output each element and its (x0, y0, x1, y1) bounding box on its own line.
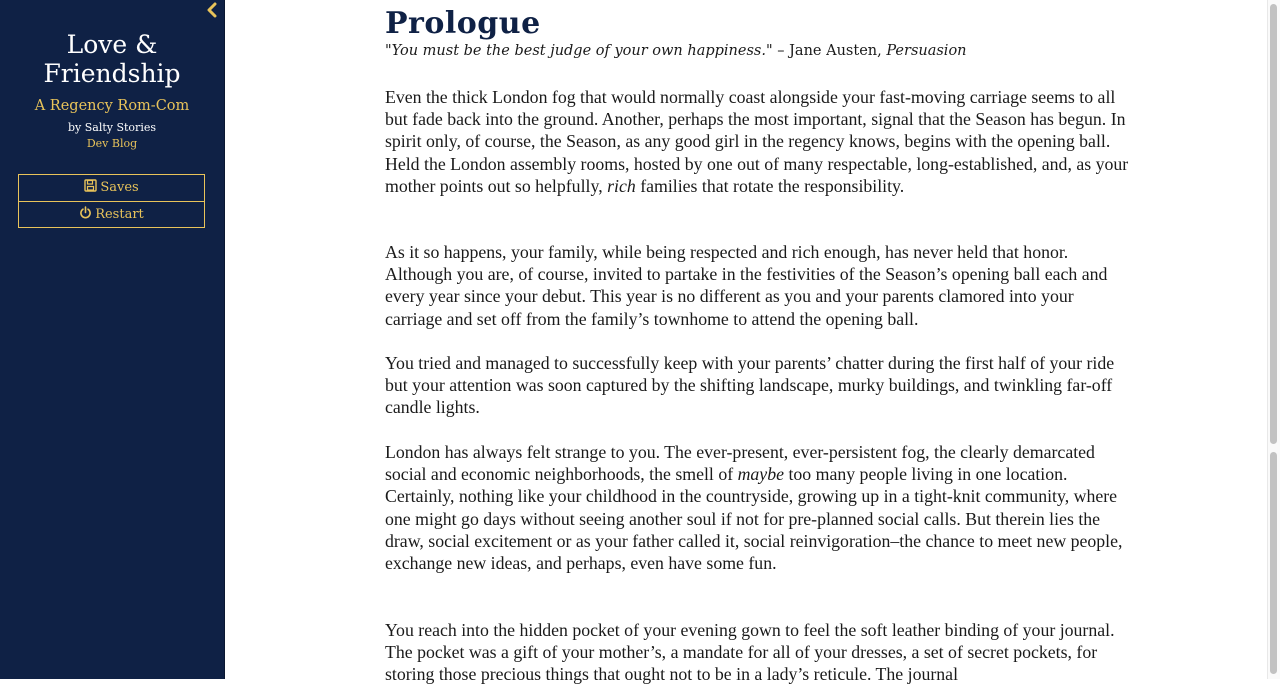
passage-paragraph: As it so happens, your family, while being respected and rich enough, has never held that honor. Although you are, of course, invited to partake in the festivities of the Season’s opening ball each and every year since your debut. This year is no different as you and your parents clamored into your carriage and set off from the family’s townhome to attend the opening ball. (385, 242, 1108, 329)
power-icon (79, 203, 92, 216)
emphasis-text: rich (607, 175, 636, 196)
paragraph-text: London has always felt strange to you. The ever-present, ever-persistent fog, the clearly demarcated social and economic neighborhoods, the smell of (385, 442, 1095, 485)
epigraph-attribution: – Jane Austen, (772, 43, 887, 59)
epigraph-book: Persuasion (886, 43, 967, 59)
emphasis-text: maybe (737, 464, 784, 485)
passage-paragraph: You reach into the hidden pocket of your evening gown to feel the soft leather binding of your journal. The pocket was a gift of your mother’s, a mandate for all of your dresses, a set of secret pockets, for storing those precious things that ought not to be in a lady’s reticule. The journal (385, 620, 1115, 685)
collapse-sidebar-icon[interactable] (203, 2, 221, 22)
story-title-line1: Love & (66, 30, 158, 59)
epigraph-quote: "You must be the best judge of your own happiness." (385, 43, 773, 59)
passage (385, 0, 1130, 685)
paragraph-text: too many people living in one location. Certainly, nothing like your childhood in the countryside, growing up in a tight-knit community, where one might go days without seeing another soul if not for pre-planned social calls. But therein lies the draw, social excitement or as your father called it, social reinvigoration–the chance to meet new people, exchange new ideas, and perhaps, even have some fun. (385, 464, 1123, 574)
restart-label: Restart (95, 207, 144, 222)
saves-label: Saves (100, 180, 139, 195)
scrollbar-thumb[interactable] (1270, 4, 1277, 444)
dev-blog-link[interactable]: Dev Blog (86, 137, 138, 150)
paragraph-text: Even the thick London fog that would normally coast alongside your fast-moving carriage seems to all but fade back into the ground. Another, perhaps the most important, signal that the Season has begun. In spirit only, of course, the Season, as any good girl in the regency knows, begins with the opening ball. Held the London assembly rooms, hosted by one out of many respectable, long-established, and, as your mother points out so helpfully, (385, 87, 1129, 196)
passage-title: Prologue (385, 6, 541, 41)
story-title-line2: Friendship (43, 59, 181, 88)
scrollbar-thumb-secondary[interactable] (1270, 452, 1277, 674)
passage-paragraph (385, 86, 1130, 197)
story-subtitle: A Regency Rom-Com (34, 98, 190, 114)
epigraph (385, 43, 1130, 59)
saves-button[interactable] (18, 174, 205, 202)
restart-button[interactable] (18, 202, 205, 228)
save-disk-icon (84, 176, 97, 189)
paragraph-text: families that rotate the responsibility. (635, 175, 905, 196)
passage-paragraph: You tried and managed to successfully keep with your parents’ chatter during the first half of your ride but your attention was soon captured by the shifting landscape, murky buildings, and twinkling far-off candle lights. (385, 353, 1115, 418)
story-title (0, 30, 224, 88)
story-author: by Salty Stories (67, 121, 156, 134)
passage-paragraph (385, 441, 1130, 574)
sidebar (0, 0, 225, 679)
